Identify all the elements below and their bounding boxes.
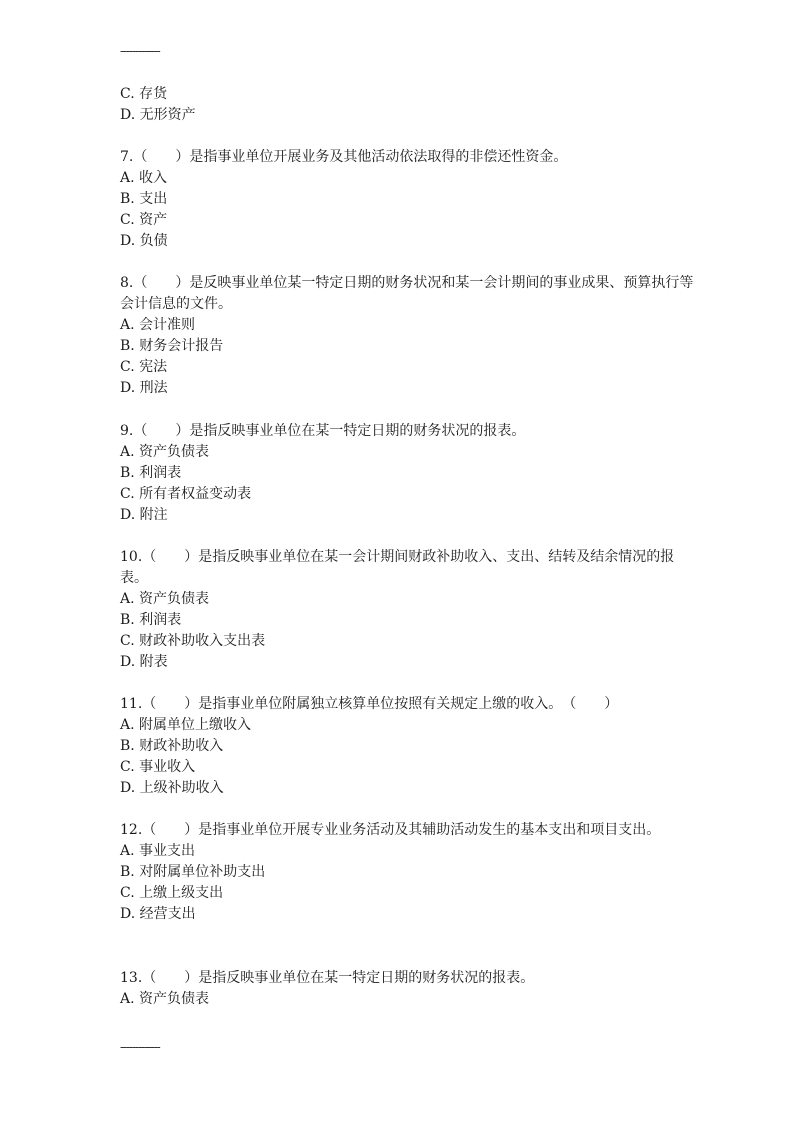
option-a: A. 事业支出 — [120, 843, 196, 859]
option-d: D. 刑法 — [120, 380, 168, 396]
question-13 — [120, 968, 695, 1010]
question-11 — [120, 694, 695, 799]
option-d: D. 无形资产 — [120, 107, 196, 123]
question-text: 11.（ ）是指事业单位附属独立核算单位按照有关规定上缴的收入。 （ ） — [120, 696, 619, 712]
option-a: A. 会计准则 — [120, 317, 196, 333]
header-rule: ------------- — [120, 44, 160, 58]
option-b: B. 对附属单位补助支出 — [120, 864, 266, 880]
option-c: C. 上缴上级支出 — [120, 885, 224, 901]
option-d: D. 附表 — [120, 654, 168, 670]
option-a: A. 附属单位上缴收入 — [120, 717, 252, 733]
question-10 — [120, 547, 695, 673]
question-text: 13.（ ）是指反映事业单位在某一特定日期的财务状况的报表。 — [120, 970, 535, 986]
option-b: B. 利润表 — [120, 612, 182, 628]
option-d: D. 附注 — [120, 507, 168, 523]
option-a: A. 收入 — [120, 170, 168, 186]
option-c: C. 事业收入 — [120, 759, 196, 775]
option-c: C. 宪法 — [120, 359, 168, 375]
option-d: D. 经营支出 — [120, 906, 196, 922]
question-text: 9.（ ）是指反映事业单位在某一特定日期的财务状况的报表。 — [120, 423, 526, 439]
option-c: C. 财政补助收入支出表 — [120, 633, 266, 649]
option-c: C. 存货 — [120, 86, 168, 102]
question-text: 10.（ ）是指反映事业单位在某一会计期间财政补助收入、支出、结转及结余情况的报表。 — [120, 549, 675, 586]
option-b: B. 财政补助收入 — [120, 738, 224, 754]
question-12 — [120, 820, 695, 925]
option-b: B. 财务会计报告 — [120, 338, 224, 354]
question-text: 8.（ ）是反映事业单位某一特定日期的财务状况和某一会计期间的事业成果、预算执行等会计信息的文件。 — [120, 275, 694, 312]
option-c: C. 所有者权益变动表 — [120, 486, 252, 502]
question-7 — [120, 147, 695, 252]
option-b: B. 支出 — [120, 191, 168, 207]
question-6-tail — [120, 84, 695, 126]
question-text: 7.（ ）是指事业单位开展业务及其他活动依法取得的非偿还性资金。 — [120, 149, 568, 165]
question-8 — [120, 273, 695, 399]
option-a: A. 资产负债表 — [120, 444, 210, 460]
question-9 — [120, 421, 695, 526]
option-a: A. 资产负债表 — [120, 991, 210, 1007]
option-d: D. 上级补助收入 — [120, 780, 224, 796]
option-d: D. 负债 — [120, 233, 168, 249]
option-a: A. 资产负债表 — [120, 591, 210, 607]
option-b: B. 利润表 — [120, 465, 182, 481]
question-text: 12.（ ）是指事业单位开展专业业务活动及其辅助活动发生的基本支出和项目支出。 — [120, 822, 661, 838]
option-c: C. 资产 — [120, 212, 168, 228]
footer-rule: ------------- — [120, 1040, 160, 1054]
